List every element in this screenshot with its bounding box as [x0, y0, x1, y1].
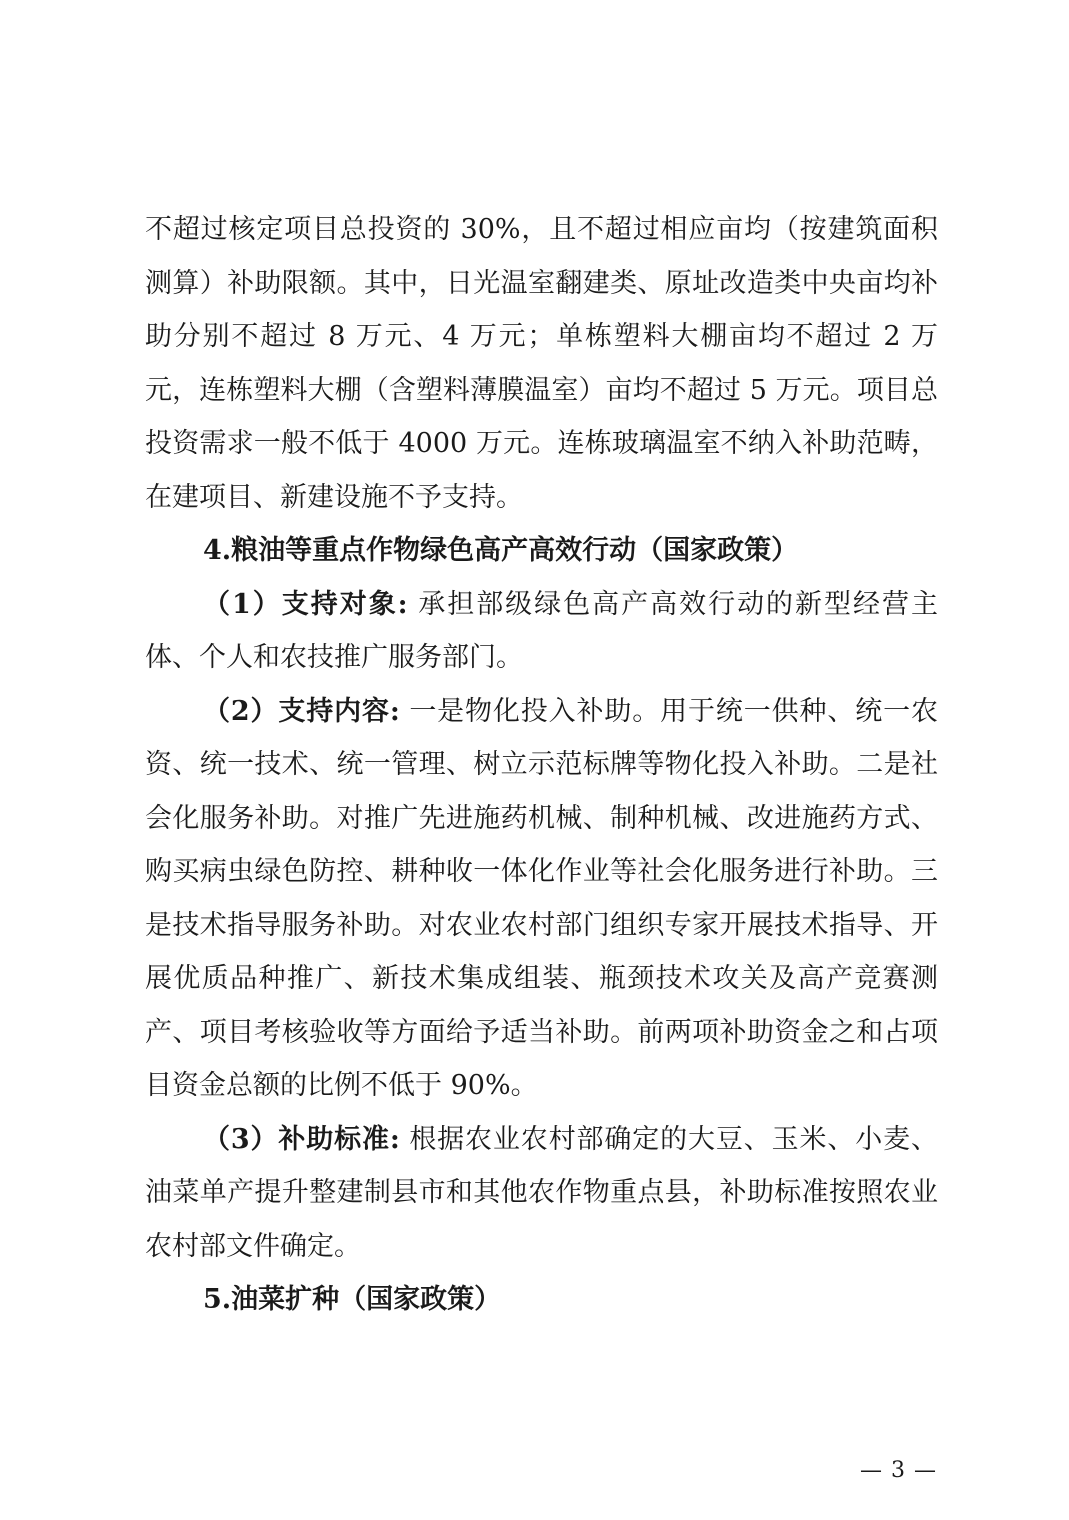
heading-text: 4.粮油等重点作物绿色高产高效行动（国家政策）	[203, 535, 799, 566]
page-number: — 3 —	[860, 1458, 937, 1483]
paragraph-text: 不超过核定项目总投资的 30%，且不超过相应亩均（按建筑面积测算）补助限额。其中，日光温室翻建类、原址改造类中央亩均补助分别不超过 8 万元、4 万元；单栋塑料大棚亩均不超过 2 万元，连栋塑料大棚（含塑料薄膜温室）亩均不超过 5 万元。项目总投资需求一般不低于 4000 万元。连栋玻璃温室不纳入补助范畴，在建项目、新建设施不予支持。	[145, 214, 938, 513]
section-heading-5	[145, 1273, 938, 1327]
document-body	[145, 203, 938, 1327]
paragraph-support-target	[145, 578, 938, 685]
heading-text: 5.油菜扩种（国家政策）	[203, 1284, 502, 1315]
paragraph-support-content	[145, 685, 938, 1113]
paragraph-lead: （3）补助标准:	[203, 1123, 400, 1155]
paragraph-subsidy-standard	[145, 1113, 938, 1274]
paragraph-subsidy-limits	[145, 203, 938, 524]
paragraph-text: 承担部级绿色高产高效行动的新型经营主体、个人和农技推广服务部门。	[145, 588, 938, 673]
paragraph-text: 一是物化投入补助。用于统一供种、统一农资、统一技术、统一管理、树立示范标牌等物化投入补助。二是社会化服务补助。对推广先进施药机械、制种机械、改进施药方式、购买病虫绿色防控、耕种收一体化作业等社会化服务进行补助。三是技术指导服务补助。对农业农村部门组织专家开展技术指导、开展优质品种推广、新技术集成组装、瓶颈技术攻关及高产竞赛测产、项目考核验收等方面给予适当补助。前两项补助资金之和占项目资金总额的比例不低于 90%。	[145, 695, 938, 1101]
section-heading-4	[145, 524, 938, 578]
paragraph-lead: （2）支持内容:	[203, 695, 400, 727]
paragraph-lead: （1）支持对象:	[203, 588, 408, 620]
paragraph-text: 根据农业农村部确定的大豆、玉米、小麦、油菜单产提升整建制县市和其他农作物重点县，补助标准按照农业农村部文件确定。	[145, 1123, 938, 1262]
